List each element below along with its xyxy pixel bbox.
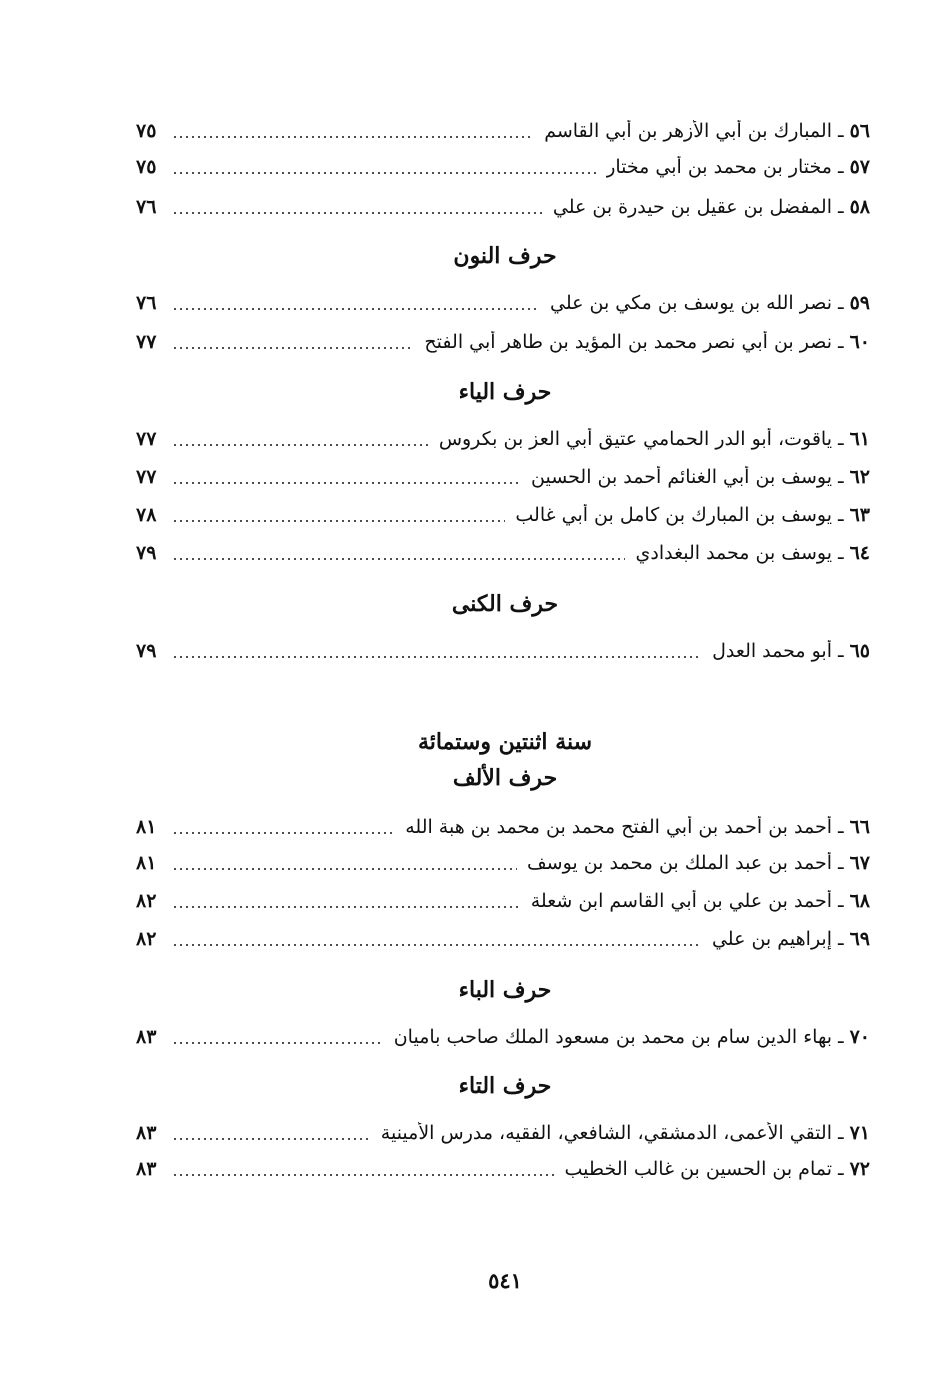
dot-leader xyxy=(172,172,596,174)
section-heading-alif: حرف الألف xyxy=(452,765,558,791)
dot-leader xyxy=(172,520,505,522)
entry-number: ٦١ xyxy=(849,428,870,450)
entry-separator: ـ xyxy=(838,466,844,488)
entry-number: ٧٠ xyxy=(849,1026,870,1048)
entry-title: يوسف بن محمد البغدادي xyxy=(635,542,832,564)
entry-number: ٦٢ xyxy=(849,466,870,488)
entry-number: ٦٧ xyxy=(849,852,870,874)
index-entry xyxy=(136,500,870,530)
index-entry xyxy=(136,192,870,222)
index-entry xyxy=(136,538,870,568)
entry-page-number: ٧٧ xyxy=(136,428,157,450)
entry-separator: ـ xyxy=(838,1122,844,1144)
entry-page-number: ٧٥ xyxy=(136,120,157,142)
entry-page-number: ٧٧ xyxy=(136,466,157,488)
year-heading: سنة اثنتين وستمائة xyxy=(417,729,593,755)
entry-title: المفضل بن عقيل بن حيدرة بن علي xyxy=(552,196,832,218)
entry-number: ٦٥ xyxy=(849,640,870,662)
entry-number: ٦٤ xyxy=(849,542,870,564)
entry-title: نصر بن أبي نصر محمد بن المؤيد بن طاهر أبي الفتح xyxy=(424,331,832,353)
dot-leader xyxy=(172,444,429,446)
entry-separator: ـ xyxy=(838,428,844,450)
entry-separator: ـ xyxy=(838,640,844,662)
entry-separator: ـ xyxy=(838,504,844,526)
entry-title: التقي الأعمى، الدمشقي، الشافعي، الفقيه، مدرس الأمينية xyxy=(380,1122,832,1144)
dot-leader xyxy=(172,868,517,870)
entry-separator: ـ xyxy=(838,292,844,314)
index-entry xyxy=(136,424,870,454)
dot-leader xyxy=(172,212,543,214)
entry-page-number: ٨١ xyxy=(136,852,157,874)
index-entry xyxy=(136,812,870,842)
entry-number: ٧١ xyxy=(849,1122,870,1144)
index-entry xyxy=(136,288,870,318)
index-entry xyxy=(136,152,870,182)
dot-leader xyxy=(172,906,521,908)
dot-leader xyxy=(172,1042,384,1044)
dot-leader xyxy=(172,1138,371,1140)
entry-number: ٦٣ xyxy=(849,504,870,526)
index-entry xyxy=(136,1118,870,1148)
dot-leader xyxy=(172,482,521,484)
entry-number: ٦٠ xyxy=(849,331,870,353)
index-entry xyxy=(136,1154,870,1184)
entry-title: نصر الله بن يوسف بن مكي بن علي xyxy=(550,292,832,314)
index-entry xyxy=(136,327,870,357)
entry-separator: ـ xyxy=(838,196,844,218)
entry-page-number: ٨٣ xyxy=(136,1026,157,1048)
section-heading-ba: حرف الباء xyxy=(458,977,552,1003)
entry-title: المبارك بن أبي الأزهر بن أبي القاسم xyxy=(544,120,832,142)
section-heading-kuna: حرف الكنى xyxy=(451,591,559,617)
entry-number: ٥٩ xyxy=(849,292,870,314)
index-entry xyxy=(136,636,870,666)
entry-page-number: ٨٣ xyxy=(136,1122,157,1144)
dot-leader xyxy=(172,308,540,310)
dot-leader xyxy=(172,558,625,560)
index-entry xyxy=(136,116,870,146)
entry-page-number: ٨٢ xyxy=(136,928,157,950)
entry-page-number: ٧٥ xyxy=(136,156,157,178)
entry-page-number: ٧٦ xyxy=(136,292,157,314)
entry-title: أحمد بن أحمد بن أبي الفتح محمد بن محمد بن هبة الله xyxy=(405,816,832,838)
entry-title: يوسف بن المبارك بن كامل بن أبي غالب xyxy=(515,504,832,526)
dot-leader xyxy=(172,656,702,658)
entry-title: يوسف بن أبي الغنائم أحمد بن الحسين xyxy=(531,466,832,488)
entry-number: ٥٦ xyxy=(849,120,870,142)
entry-page-number: ٨١ xyxy=(136,816,157,838)
entry-title: تمام بن الحسين بن غالب الخطيب xyxy=(564,1158,832,1180)
entry-page-number: ٧٦ xyxy=(136,196,157,218)
entry-page-number: ٧٩ xyxy=(136,542,157,564)
index-entry xyxy=(136,886,870,916)
section-heading-ta: حرف التاء xyxy=(458,1073,552,1099)
entry-number: ٥٧ xyxy=(849,156,870,178)
entry-title: أبو محمد العدل xyxy=(712,640,832,662)
index-entry xyxy=(136,848,870,878)
entry-page-number: ٧٩ xyxy=(136,640,157,662)
entry-page-number: ٨٢ xyxy=(136,890,157,912)
entry-separator: ـ xyxy=(838,120,844,142)
entry-number: ٦٨ xyxy=(849,890,870,912)
section-heading-ya: حرف الياء xyxy=(458,379,552,405)
index-entry xyxy=(136,462,870,492)
dot-leader xyxy=(172,1174,555,1176)
entry-title: إبراهيم بن علي xyxy=(711,928,832,950)
entry-separator: ـ xyxy=(838,816,844,838)
entry-page-number: ٧٨ xyxy=(136,504,157,526)
entry-title: بهاء الدين سام بن محمد بن مسعود الملك صاحب باميان xyxy=(393,1026,832,1048)
entry-number: ٦٩ xyxy=(849,928,870,950)
index-entry xyxy=(136,924,870,954)
entry-number: ٥٨ xyxy=(849,196,870,218)
entry-separator: ـ xyxy=(838,542,844,564)
entry-page-number: ٧٧ xyxy=(136,331,157,353)
entry-separator: ـ xyxy=(838,852,844,874)
dot-leader xyxy=(172,944,702,946)
entry-title: مختار بن محمد بن أبي مختار xyxy=(606,156,832,178)
entry-title: أحمد بن علي بن أبي القاسم ابن شعلة xyxy=(530,890,832,912)
dot-leader xyxy=(172,832,395,834)
entry-separator: ـ xyxy=(838,928,844,950)
index-entry xyxy=(136,1022,870,1052)
dot-leader xyxy=(172,347,414,349)
entry-number: ٧٢ xyxy=(849,1158,870,1180)
entry-page-number: ٨٣ xyxy=(136,1158,157,1180)
entry-separator: ـ xyxy=(838,331,844,353)
entry-separator: ـ xyxy=(838,890,844,912)
entry-separator: ـ xyxy=(838,1026,844,1048)
entry-separator: ـ xyxy=(838,156,844,178)
entry-title: أحمد بن عبد الملك بن محمد بن يوسف xyxy=(526,852,832,874)
page-number: ٥٤١ xyxy=(488,1268,522,1293)
dot-leader xyxy=(172,136,534,138)
entry-title: ياقوت، أبو الدر الحمامي عتيق أبي العز بن بكروس xyxy=(438,428,832,450)
entry-number: ٦٦ xyxy=(849,816,870,838)
entry-separator: ـ xyxy=(838,1158,844,1180)
section-heading-nun: حرف النون xyxy=(453,243,557,269)
